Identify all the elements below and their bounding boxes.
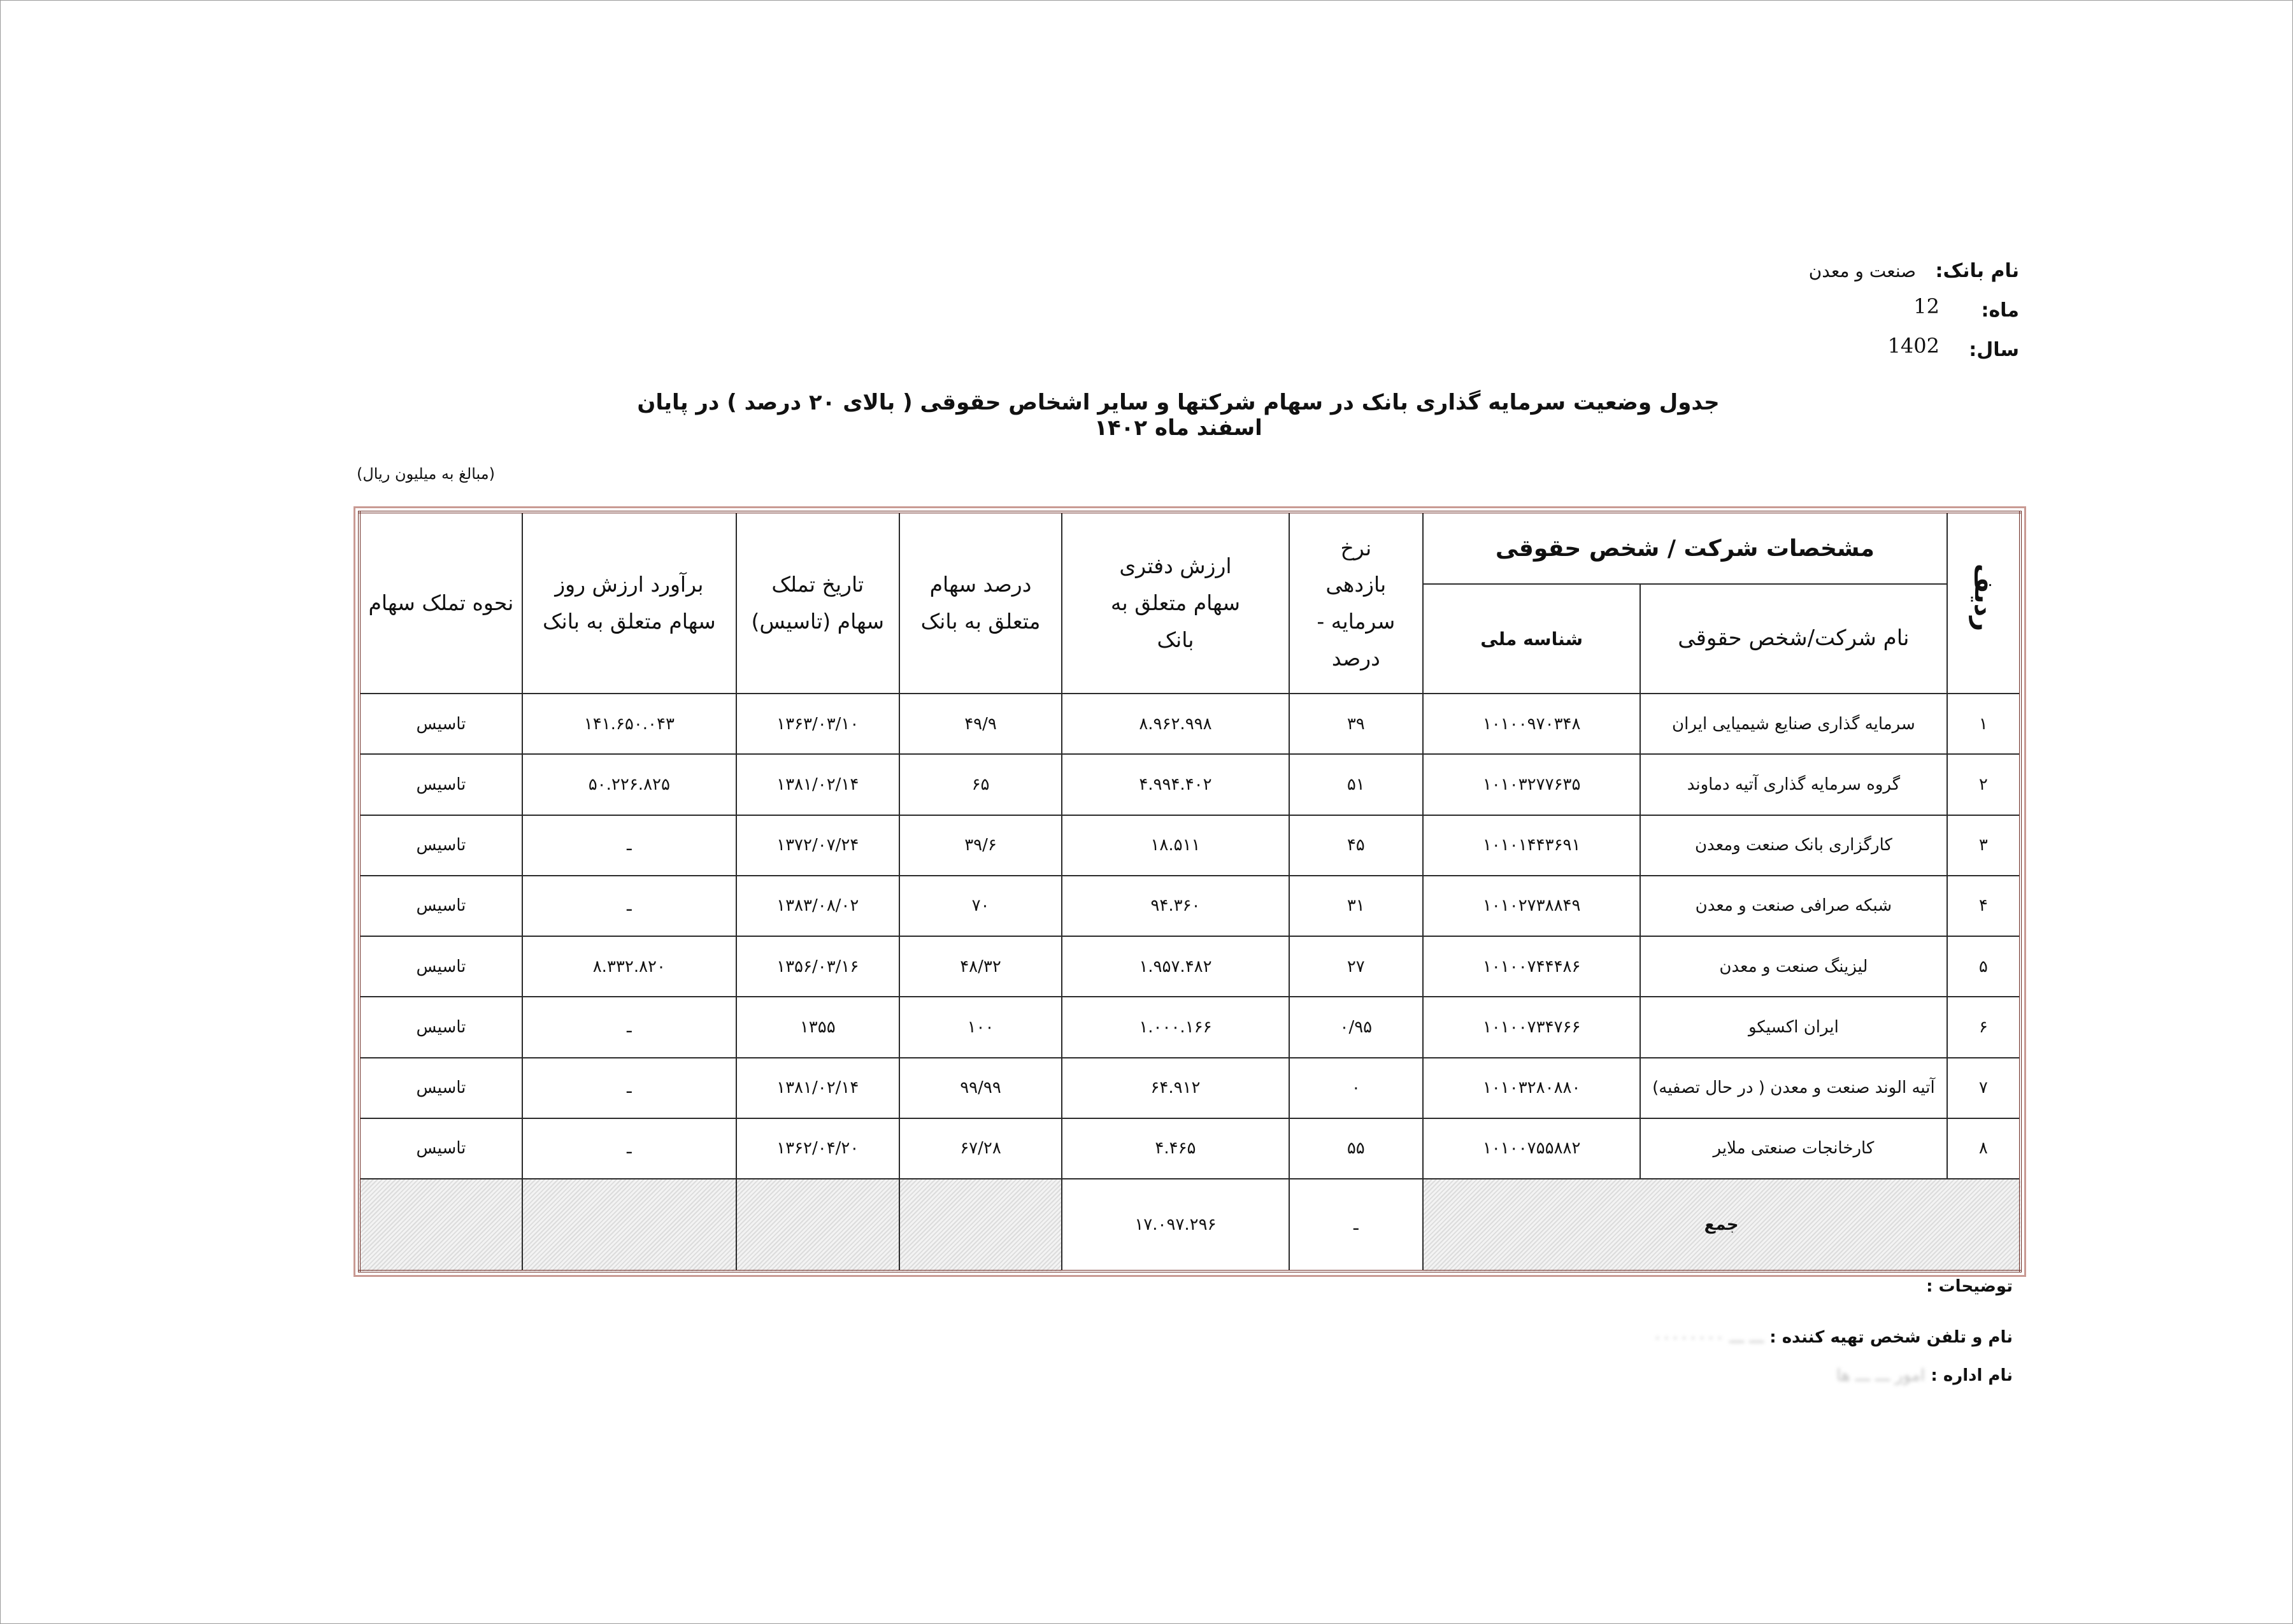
bank-name-value: صنعت و معدن — [1808, 260, 1917, 281]
cell-acquisition-method: تاسیس — [359, 754, 522, 815]
cell-share-percent: ۳۹/۶ — [899, 815, 1062, 876]
table-body — [359, 694, 2020, 1271]
cell-return-rate: ۰ — [1289, 1058, 1424, 1118]
col-acquisition-method: نحوه تملک سهام — [359, 512, 522, 694]
month-value: 12 — [1913, 294, 1939, 318]
table-row — [359, 936, 2020, 997]
cell-market-value: ـ — [522, 1118, 736, 1179]
cell-national-id: ۱۰۱۰۳۲۷۷۶۳۵ — [1423, 754, 1640, 815]
cell-share-percent: ۶۷/۲۸ — [899, 1118, 1062, 1179]
cell-share-percent: ۷۰ — [899, 876, 1062, 936]
department-line — [1836, 1366, 2013, 1385]
cell-market-value: ـ — [522, 1058, 736, 1118]
cell-market-value: ـ — [522, 876, 736, 936]
col-company-name: نام شرکت/شخص حقوقی — [1640, 584, 1947, 694]
cell-return-rate: ۳۹ — [1289, 694, 1424, 754]
cell-book-value: ۱.۰۰۰.۱۶۶ — [1062, 997, 1289, 1057]
department-redacted: امور ـــ ـــ ها — [1836, 1366, 1925, 1385]
page-title: جدول وضعیت سرمایه گذاری بانک در سهام شرکتها و سایر اشخاص حقوقی ( بالای ۲۰ درصد ) در پایان اسفند ماه ۱۴۰۲ — [637, 390, 1720, 441]
cell-market-value: ـ — [522, 815, 736, 876]
table-row — [359, 997, 2020, 1057]
cell-acquisition-date: ۱۳۵۵ — [736, 997, 899, 1057]
preparer-redacted: ـــ ـــ ۰۰۰۰۰۰۰۰ — [1653, 1328, 1764, 1347]
total-label: جمع — [1423, 1179, 2020, 1271]
cell-acquisition-method: تاسیس — [359, 815, 522, 876]
cell-return-rate: ۵۵ — [1289, 1118, 1424, 1179]
cell-book-value: ۱.۹۵۷.۴۸۲ — [1062, 936, 1289, 997]
cell-acquisition-date: ۱۳۸۳/۰۸/۰۲ — [736, 876, 899, 936]
cell-return-rate: ۳۱ — [1289, 876, 1424, 936]
cell-acquisition-date: ۱۳۷۲/۰۷/۲۴ — [736, 815, 899, 876]
cell-market-value: ۵۰.۲۲۶.۸۲۵ — [522, 754, 736, 815]
cell-national-id: ۱۰۱۰۰۷۳۴۷۶۶ — [1423, 997, 1640, 1057]
cell-row-no: ۶ — [1947, 997, 2020, 1057]
cell-company-name: کارخانجات صنعتی ملایر — [1640, 1118, 1947, 1179]
total-row — [359, 1179, 2020, 1271]
cell-market-value: ۱۴۱.۶۵۰.۰۴۳ — [522, 694, 736, 754]
total-date-empty — [736, 1179, 899, 1271]
cell-book-value: ۸.۹۶۲.۹۹۸ — [1062, 694, 1289, 754]
cell-acquisition-date: ۱۳۵۶/۰۳/۱۶ — [736, 936, 899, 997]
preparer-line — [1653, 1328, 2013, 1347]
cell-acquisition-method: تاسیس — [359, 694, 522, 754]
table-row — [359, 815, 2020, 876]
cell-row-no: ۷ — [1947, 1058, 2020, 1118]
cell-national-id: ۱۰۱۰۳۲۸۰۸۸۰ — [1423, 1058, 1640, 1118]
bank-name-label: نام بانک: — [1935, 260, 2019, 282]
year-value: 1402 — [1887, 334, 1939, 358]
cell-company-name: کارگزاری بانک صنعت ومعدن — [1640, 815, 1947, 876]
cell-company-name: لیزینگ صنعت و معدن — [1640, 936, 1947, 997]
col-market-value: برآورد ارزش روز سهام متعلق به بانک — [522, 512, 736, 694]
cell-share-percent: ۴۹/۹ — [899, 694, 1062, 754]
total-share-percent-empty — [899, 1179, 1062, 1271]
total-book-value: ۱۷.۰۹۷.۲۹۶ — [1062, 1179, 1289, 1271]
unit-note: (مبالغ به میلیون ریال) — [357, 465, 495, 483]
cell-company-name: شبکه صرافی صنعت و معدن — [1640, 876, 1947, 936]
col-return-rate: نرخ بازدهی سرمایه - درصد — [1289, 512, 1424, 694]
cell-return-rate: ۵۱ — [1289, 754, 1424, 815]
col-national-id: شناسه ملی — [1423, 584, 1640, 694]
cell-acquisition-date: ۱۳۶۲/۰۴/۲۰ — [736, 1118, 899, 1179]
table-row — [359, 694, 2020, 754]
cell-acquisition-method: تاسیس — [359, 876, 522, 936]
table-row — [359, 1118, 2020, 1179]
table-row — [359, 1058, 2020, 1118]
cell-acquisition-method: تاسیس — [359, 1118, 522, 1179]
cell-book-value: ۱۸.۵۱۱ — [1062, 815, 1289, 876]
col-book-value: ارزش دفتری سهام متعلق به بانک — [1062, 512, 1289, 694]
col-group-company: مشخصات شرکت / شخص حقوقی — [1423, 512, 1947, 584]
cell-return-rate: ۴۵ — [1289, 815, 1424, 876]
cell-return-rate: ۰/۹۵ — [1289, 997, 1424, 1057]
cell-row-no: ۲ — [1947, 754, 2020, 815]
cell-acquisition-method: تاسیس — [359, 1058, 522, 1118]
department-label: نام اداره : — [1931, 1366, 2013, 1385]
cell-company-name: ایران اکسیکو — [1640, 997, 1947, 1057]
table-row — [359, 754, 2020, 815]
cell-acquisition-method: تاسیس — [359, 997, 522, 1057]
cell-market-value: ۸.۳۳۲.۸۲۰ — [522, 936, 736, 997]
cell-share-percent: ۶۵ — [899, 754, 1062, 815]
col-row-no: ردیف — [1947, 512, 2020, 694]
total-market-value-empty — [522, 1179, 736, 1271]
cell-return-rate: ۲۷ — [1289, 936, 1424, 997]
cell-acquisition-date: ۱۳۶۳/۰۳/۱۰ — [736, 694, 899, 754]
total-method-empty — [359, 1179, 522, 1271]
cell-company-name: آتیه الوند صنعت و معدن ( در حال تصفیه) — [1640, 1058, 1947, 1118]
cell-row-no: ۵ — [1947, 936, 2020, 997]
cell-national-id: ۱۰۱۰۰۷۵۵۸۸۲ — [1423, 1118, 1640, 1179]
col-share-percent: درصد سهام متعلق به بانک — [899, 512, 1062, 694]
cell-share-percent: ۴۸/۳۲ — [899, 936, 1062, 997]
table-header-row — [359, 512, 2020, 584]
cell-row-no: ۴ — [1947, 876, 2020, 936]
year-label: سال: — [1969, 339, 2019, 361]
month-label: ماه: — [1981, 299, 2019, 322]
cell-acquisition-method: تاسیس — [359, 936, 522, 997]
cell-national-id: ۱۰۱۰۰۹۷۰۳۴۸ — [1423, 694, 1640, 754]
cell-book-value: ۴.۹۹۴.۴۰۲ — [1062, 754, 1289, 815]
cell-acquisition-date: ۱۳۸۱/۰۲/۱۴ — [736, 1058, 899, 1118]
total-return-rate: ـ — [1289, 1179, 1424, 1271]
cell-national-id: ۱۰۱۰۰۷۴۴۴۸۶ — [1423, 936, 1640, 997]
notes-label: توضیحات : — [1926, 1277, 2013, 1296]
cell-share-percent: ۱۰۰ — [899, 997, 1062, 1057]
cell-row-no: ۸ — [1947, 1118, 2020, 1179]
cell-book-value: ۶۴.۹۱۲ — [1062, 1058, 1289, 1118]
table-row — [359, 876, 2020, 936]
col-acquisition-date: تاریخ تملک سهام (تاسیس) — [736, 512, 899, 694]
cell-book-value: ۹۴.۳۶۰ — [1062, 876, 1289, 936]
preparer-label: نام و تلفن شخص تهیه کننده : — [1769, 1328, 2013, 1347]
cell-national-id: ۱۰۱۰۲۷۳۸۸۴۹ — [1423, 876, 1640, 936]
cell-market-value: ـ — [522, 997, 736, 1057]
cell-row-no: ۱ — [1947, 694, 2020, 754]
bank-name-line — [1809, 260, 2019, 282]
investment-table — [358, 511, 2022, 1272]
cell-acquisition-date: ۱۳۸۱/۰۲/۱۴ — [736, 754, 899, 815]
cell-book-value: ۴.۴۶۵ — [1062, 1118, 1289, 1179]
cell-national-id: ۱۰۱۰۱۴۴۳۶۹۱ — [1423, 815, 1640, 876]
cell-company-name: سرمایه گذاری صنایع شیمیایی ایران — [1640, 694, 1947, 754]
cell-share-percent: ۹۹/۹۹ — [899, 1058, 1062, 1118]
cell-company-name: گروه سرمایه گذاری آتیه دماوند — [1640, 754, 1947, 815]
cell-row-no: ۳ — [1947, 815, 2020, 876]
